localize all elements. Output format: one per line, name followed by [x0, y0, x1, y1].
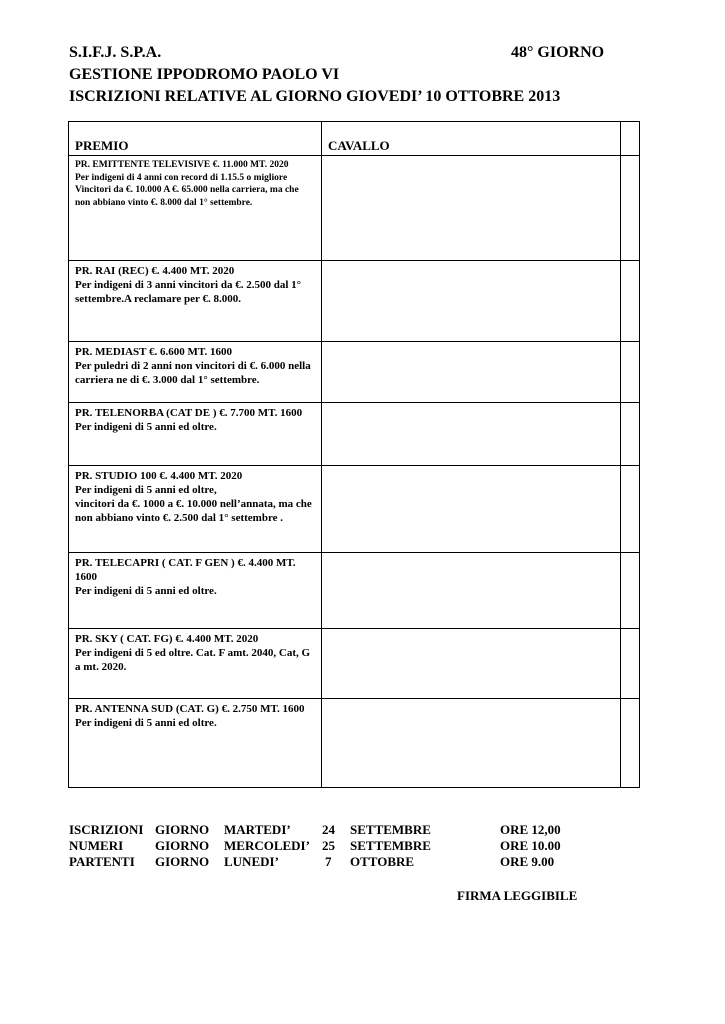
- schedule-month: SETTEMBRE: [350, 822, 431, 837]
- prize-condition: Per indigeni di 5 anni ed oltre.: [75, 717, 217, 729]
- prize-cell: [69, 403, 322, 466]
- prize-text: [69, 261, 321, 306]
- schedule-month: SETTEMBRE: [350, 838, 431, 853]
- entries-table: [68, 121, 640, 788]
- prize-cell: [69, 342, 322, 403]
- table-row: [69, 342, 640, 403]
- subtitle: GESTIONE IPPODROMO PAOLO VI: [69, 66, 340, 83]
- prize-cell: [69, 261, 322, 342]
- table-row: [69, 403, 640, 466]
- extra-cell: [621, 261, 640, 342]
- horse-entry-cell[interactable]: [322, 553, 621, 629]
- prize-text: [69, 629, 321, 674]
- header-extra-cell: [621, 122, 640, 156]
- table-row: [69, 156, 640, 261]
- table-row: [69, 553, 640, 629]
- column-header-cavallo: CAVALLO: [328, 138, 390, 153]
- prize-title: PR. ANTENNA SUD (CAT. G) €. 2.750 MT. 1600: [75, 703, 305, 715]
- prize-text: [69, 699, 321, 730]
- prize-title: PR. RAI (REC) €. 4.400 MT. 2020: [75, 265, 235, 277]
- schedule-weekday: LUNEDI’: [224, 854, 279, 869]
- extra-cell: [621, 629, 640, 699]
- prize-text: [69, 553, 321, 598]
- column-header-premio: PREMIO: [75, 138, 129, 153]
- horse-entry-cell[interactable]: [322, 342, 621, 403]
- prize-condition: Per indigeni di 5 anni ed oltre.: [75, 421, 217, 433]
- prize-text: [69, 342, 321, 387]
- table-header-row: [69, 122, 640, 156]
- schedule-giorno: GIORNO: [155, 838, 210, 853]
- extra-cell: [621, 699, 640, 788]
- extra-cell: [621, 466, 640, 553]
- prize-cell: [69, 466, 322, 553]
- schedule-label: NUMERI: [69, 838, 124, 853]
- prize-condition: vincitori da €. 1000 a €. 10.000 nell’annata, ma che non abbiano vinto €. 2.500 dal 1° settembre .: [75, 498, 312, 524]
- horse-entry-cell[interactable]: [322, 466, 621, 553]
- prize-cell: [69, 629, 322, 699]
- horse-entry-cell[interactable]: [322, 699, 621, 788]
- prize-title: PR. TELECAPRI ( CAT. F GEN ) €. 4.400 MT. 1600: [75, 557, 296, 583]
- extra-cell: [621, 342, 640, 403]
- schedule-date: 24: [322, 822, 335, 837]
- prize-title: PR. MEDIAST €. 6.600 MT. 1600: [75, 346, 232, 358]
- horse-entry-cell[interactable]: [322, 156, 621, 261]
- extra-cell: [621, 156, 640, 261]
- prize-title: PR. EMITTENTE TELEVISIVE €. 11.000 MT. 2020: [75, 160, 289, 170]
- prize-condition: Per indigeni di 5 anni ed oltre,: [75, 484, 217, 496]
- prize-title: PR. SKY ( CAT. FG) €. 4.400 MT. 2020: [75, 633, 259, 645]
- extra-cell: [621, 403, 640, 466]
- table-row: [69, 629, 640, 699]
- extra-cell: [621, 553, 640, 629]
- prize-text: [69, 466, 321, 525]
- prize-text: [69, 156, 321, 209]
- prize-condition: Per indigeni di 3 anni vincitori da €. 2.500 dal 1° settembre.A reclamare per €. 8.000.: [75, 279, 302, 305]
- header-premio-cell: [69, 122, 322, 156]
- horse-entry-cell[interactable]: [322, 629, 621, 699]
- signature-label: FIRMA LEGGIBILE: [457, 888, 578, 903]
- horse-entry-cell[interactable]: [322, 261, 621, 342]
- page-title: ISCRIZIONI RELATIVE AL GIORNO GIOVEDI’ 10 OTTOBRE 2013: [69, 88, 561, 105]
- schedule-giorno: GIORNO: [155, 854, 210, 869]
- prize-title: PR. STUDIO 100 €. 4.400 MT. 2020: [75, 470, 243, 482]
- table-row: [69, 261, 640, 342]
- prize-condition: Vincitori da €. 10.000 A €. 65.000 nella carriera, ma che non abbiano vinto €. 8.000 dal 1° settembre.: [75, 185, 299, 208]
- table-row: [69, 699, 640, 788]
- prize-text: [69, 403, 321, 434]
- prize-cell: [69, 553, 322, 629]
- prize-cell: [69, 699, 322, 788]
- schedule-date: 25: [322, 838, 335, 853]
- schedule-giorno: GIORNO: [155, 822, 210, 837]
- company-name: S.I.F.J. S.P.A.: [69, 44, 162, 61]
- prize-title: PR. TELENORBA (CAT DE ) €. 7.700 MT. 1600: [75, 407, 303, 419]
- prize-condition: Per indigeni di 4 anni con record di 1.15.5 o migliore: [75, 172, 288, 183]
- schedule-time: ORE 12,00: [500, 822, 561, 837]
- table-row: [69, 466, 640, 553]
- schedule-time: ORE 10.00: [500, 838, 561, 853]
- prize-condition: Per indigeni di 5 ed oltre. Cat. F amt. 2040, Cat, G a mt. 2020.: [75, 647, 311, 673]
- schedule-weekday: MARTEDI’: [224, 822, 291, 837]
- prize-cell: [69, 156, 322, 261]
- horse-entry-cell[interactable]: [322, 403, 621, 466]
- day-number: 48° GIORNO: [511, 44, 605, 61]
- prize-condition: Per indigeni di 5 anni ed oltre.: [75, 585, 217, 597]
- schedule-label: PARTENTI: [69, 854, 135, 869]
- schedule-date: 7: [325, 854, 332, 869]
- schedule-time: ORE 9.00: [500, 854, 555, 869]
- header-cavallo-cell: [322, 122, 621, 156]
- schedule-month: OTTOBRE: [350, 854, 415, 869]
- schedule-label: ISCRIZIONI: [69, 822, 144, 837]
- schedule-weekday: MERCOLEDI’: [224, 838, 310, 853]
- prize-condition: Per puledri di 2 anni non vincitori di €. 6.000 nella carriera ne di €. 3.000 dal 1° settembre.: [75, 360, 311, 386]
